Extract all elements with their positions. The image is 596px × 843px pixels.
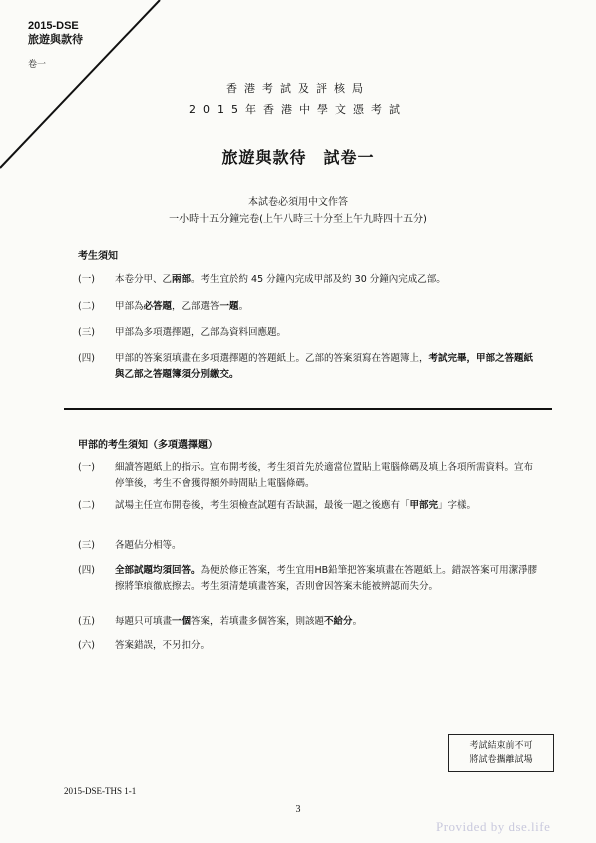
item-number: (三) [78, 327, 95, 338]
item-number: (六) [78, 640, 95, 651]
item-text: 甲部的答案須填畫在多項選擇題的答題紙上。乙部的答案須寫在答題簿上，考試完畢，甲部之答題紙與乙部之答題簿須分別繳交。 [115, 353, 534, 380]
general-instructions-heading: 考生須知 [78, 251, 118, 262]
paper-code: 2015-DSE-THS 1-1 [64, 786, 137, 796]
section-a-item-5 [78, 614, 538, 630]
item-text: 答案錯誤，不另扣分。 [115, 640, 211, 651]
section-a-item-2 [78, 498, 538, 514]
section-a-item-1 [78, 460, 538, 492]
section-a-item-3 [78, 538, 538, 554]
item-text: 各題佔分相等。 [115, 540, 182, 551]
exam-code: 2015-DSE [28, 20, 79, 32]
source-watermark: Provided by dse.life [436, 819, 551, 834]
general-item-2 [78, 299, 538, 315]
item-number: (五) [78, 616, 95, 627]
section-a-heading: 甲部的考生須知（多項選擇題） [78, 440, 218, 451]
language-instruction: 本試卷必須用中文作答 [248, 197, 348, 208]
paper-title: 旅遊與款待 試卷一 [221, 148, 375, 167]
item-text: 每題只可填畫一個答案，若填畫多個答案，則該題不給分。 [115, 616, 363, 627]
section-divider [64, 408, 552, 410]
item-text: 甲部為必答題，乙部選答一題。 [115, 301, 249, 312]
item-text: 全部試題均須回答。為便於修正答案，考生宜用HB鉛筆把答案填畫在答題紙上。錯誤答案可用潔淨膠擦將筆痕徹底擦去。考生須清楚填畫答案，否則會因答案未能被辨認而失分。 [115, 565, 538, 592]
section-a-item-6 [78, 638, 538, 654]
item-text: 試場主任宣布開卷後，考生須檢查試題有否缺漏，最後一題之後應有「甲部完」字樣。 [115, 500, 477, 511]
item-number: (二) [78, 301, 95, 312]
general-item-3 [78, 325, 538, 341]
item-number: (二) [78, 500, 95, 511]
exam-name-heading: 2015年香港中學文憑考試 [189, 103, 407, 116]
paper-label: 卷一 [28, 60, 47, 70]
item-number: (三) [78, 540, 95, 551]
time-instruction: 一小時十五分鐘完卷(上午八時三十分至上午九時四十五分) [169, 214, 427, 225]
authority-heading: 香港考試及評核局 [226, 82, 370, 95]
item-text: 甲部為多項選擇題，乙部為資料回應題。 [115, 327, 287, 338]
page-number: 3 [295, 804, 301, 815]
item-number: (一) [78, 274, 95, 285]
notice-line-2: 將試卷攜離試場 [469, 755, 533, 765]
item-number: (四) [78, 565, 95, 576]
item-number: (一) [78, 462, 95, 473]
general-item-4 [78, 351, 538, 383]
notice-line-1: 考試結束前不可 [469, 741, 533, 751]
no-removal-notice-box [448, 734, 554, 772]
general-item-1 [78, 272, 538, 288]
section-a-item-4 [78, 563, 538, 595]
item-text: 本卷分甲、乙兩部。考生宜於約 45 分鐘內完成甲部及約 30 分鐘內完成乙部。 [115, 274, 446, 285]
item-number: (四) [78, 353, 95, 364]
item-text: 細讀答題紙上的指示。宣布開考後，考生須首先於適當位置貼上電腦條碼及填上各項所需資料。宣布停筆後，考生不會獲得額外時間貼上電腦條碼。 [115, 462, 534, 489]
subject-name: 旅遊與款待 [28, 33, 83, 46]
